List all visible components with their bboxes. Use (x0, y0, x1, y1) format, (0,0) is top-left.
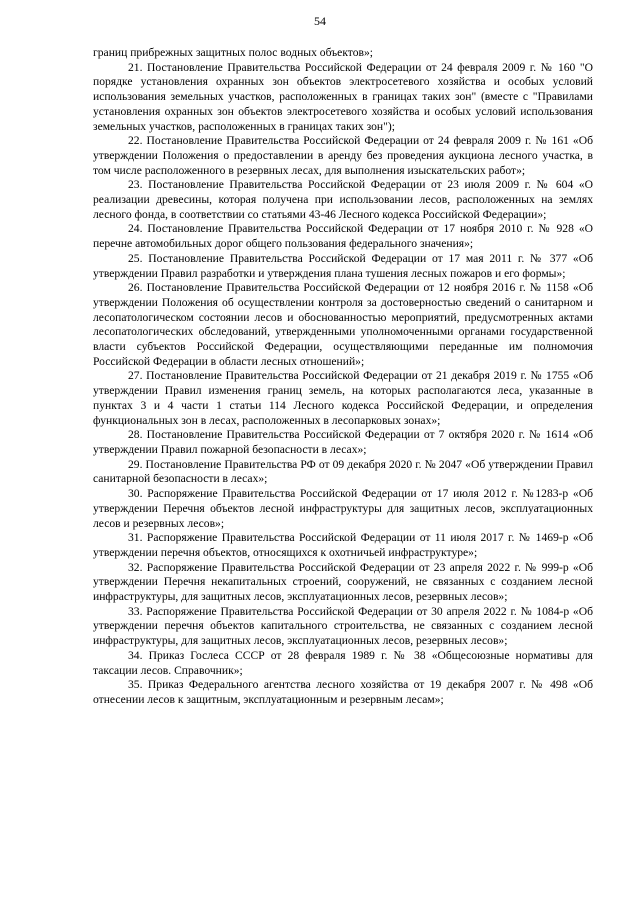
list-item: 32. Распоряжение Правительства Российской Федерации от 23 апреля 2022 г. № 999-р «Об утверждении Перечня некапитальных строений, сооружений, не связанных с созданием лесной инфраструктуры, для защитных лесов, эксплуатационных лесов, резервных лесов»; (93, 560, 593, 604)
list-item: 35. Приказ Федерального агентства лесного хозяйства от 19 декабря 2007 г. № 498 «Об отнесении лесов к защитным, эксплуатационным и резервным лесам»; (93, 678, 593, 706)
list-item: 30. Распоряжение Правительства Российской Федерации от 17 июля 2012 г. №1283-р «Об утверждении Перечня объектов лесной инфраструктуры для защитных лесов, эксплуатационных лесов и резервных лесов»; (93, 487, 593, 530)
document-body (93, 46, 593, 708)
list-item: 26. Постановление Правительства Российской Федерации от 12 ноября 2016 г. № 1158 «Об утверждении Положения об осуществлении контроля за достоверностью сведений о санитарном и лесопатологическом состоянии лесов и обоснованностью мероприятий, предусмотренных актами лесопатологических обследований, утвержденными уполномоченными органами государственной власти субъектов Российской Федерации, осуществляющими переданные им полномочия Российской Федерации в области лесных отношений»; (93, 281, 593, 368)
list-item: 21. Постановление Правительства Российской Федерации от 24 февраля 2009 г. № 160 "О порядке установления охранных зон объектов электросетевого хозяйства и особых условий использования земельных участков, расположенных в границах таких зон" (вместе с "Правилами установления охранных зон объектов электросетевого хозяйства и особых условий использования земельных участков, расположенных в границах таких зон"); (93, 60, 593, 133)
list-item: 28. Постановление Правительства Российской Федерации от 7 октября 2020 г. № 1614 «Об утверждении Правил пожарной безопасности в лесах»; (93, 428, 593, 456)
list-item: 29. Постановление Правительства РФ от 09 декабря 2020 г. № 2047 «Об утверждении Правил санитарной безопасности в лесах»; (93, 457, 593, 486)
list-item: 34. Приказ Гослеса СССР от 28 февраля 1989 г. № 38 «Общесоюзные нормативы для таксации лесов. Справочник»; (93, 648, 593, 677)
list-item: 27. Постановление Правительства Российской Федерации от 21 декабря 2019 г. № 1755 «Об утверждении Правил изменения границ земель, на которых располагаются леса, указанные в пунктах 3 и 4 части 1 статьи 114 Лесного кодекса Российской Федерации, и определения функциональных зон в лесах, расположенных в лесопарковых зонах»; (93, 369, 593, 427)
list-item: 33. Распоряжение Правительства Российской Федерации от 30 апреля 2022 г. № 1084-р «Об утверждении перечня объектов капитального строительства, не связанных с созданием лесной инфраструктуры, для защитных лесов, эксплуатационных лесов, резервных лесов»; (93, 604, 593, 648)
continuation-text: границ прибрежных защитных полос водных объектов»; (93, 46, 374, 59)
list-item: 31. Распоряжение Правительства Российской Федерации от 11 июля 2017 г. № 1469-р «Об утверждении перечня объектов, относящихся к охотничьей инфраструктуре»; (93, 531, 593, 559)
list-item: 25. Постановление Правительства Российской Федерации от 17 мая 2011 г. № 377 «Об утверждении Правил разработки и утверждения плана тушения лесных пожаров и его формы»; (93, 251, 593, 280)
list-item: 22. Постановление Правительства Российской Федерации от 24 февраля 2009 г. № 161 «Об утверждении Положения о предоставлении в аренду без проведения аукциона лесного участка, в том числе расположенного в резервных лесах, для выполнения изыскательских работ»; (93, 134, 593, 177)
page-number: 54 (314, 14, 326, 28)
list-item: 24. Постановление Правительства Российской Федерации от 17 ноября 2010 г. № 928 «О перечне автомобильных дорог общего пользования федерального значения»; (93, 222, 593, 251)
list-item: 23. Постановление Правительства Российской Федерации от 23 июля 2009 г. № 604 «О реализации древесины, которая получена при использовании лесов, расположенных на землях лесного фонда, в соответствии со статьями 43-46 Лесного кодекса Российской Федерации»; (93, 178, 593, 221)
